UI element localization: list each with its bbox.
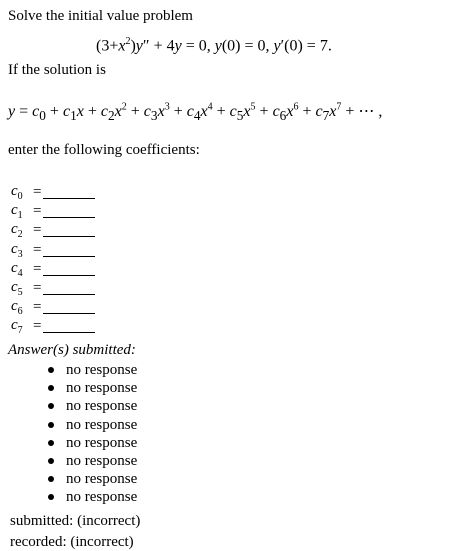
coefficient-inputs: [11, 183, 95, 337]
submitted-status: submitted: (incorrect): [10, 513, 141, 529]
recorded-status: recorded: (incorrect): [10, 534, 134, 550]
bullet-icon: [48, 458, 54, 464]
coefficient-label: $c_5$: [11, 279, 23, 299]
coefficient-c4-input[interactable]: [43, 275, 95, 276]
coefficient-row-c6: $c_6$ =: [11, 298, 95, 317]
problem-intro: Solve the initial value problem: [8, 8, 193, 24]
bullet-icon: [48, 367, 54, 373]
list-item: no response: [48, 397, 137, 415]
coefficient-c5-input[interactable]: [43, 294, 95, 295]
coefficient-row-c3: $c_3$ =: [11, 241, 95, 260]
coefficient-label: $c_7$: [11, 317, 23, 337]
response-list: [48, 361, 137, 507]
coefficient-row-c4: $c_4$ =: [11, 260, 95, 279]
coefficient-row-c5: $c_5$ =: [11, 279, 95, 298]
bullet-icon: [48, 476, 54, 482]
coefficient-c1-input[interactable]: [43, 217, 95, 218]
list-item: no response: [48, 361, 137, 379]
instructions: enter the following coefficients:: [8, 142, 200, 158]
list-item: no response: [48, 452, 137, 470]
bullet-icon: [48, 440, 54, 446]
list-item: no response: [48, 379, 137, 397]
coefficient-label: $c_4$: [11, 259, 23, 279]
coefficient-row-c2: $c_2$ =: [11, 221, 95, 240]
coefficient-c7-input[interactable]: [43, 332, 95, 333]
coefficient-row-c1: $c_1$ =: [11, 202, 95, 221]
coefficient-label: $c_3$: [11, 240, 23, 260]
coefficient-label: $c_1$: [11, 202, 23, 222]
list-item: no response: [48, 470, 137, 488]
answers-heading: Answer(s) submitted:: [8, 342, 136, 358]
coefficient-label: $c_0$: [11, 183, 23, 203]
coefficient-label: $c_6$: [11, 298, 23, 318]
bullet-icon: [48, 422, 54, 428]
coefficient-row-c7: $c_7$ =: [11, 317, 95, 336]
list-item: no response: [48, 434, 137, 452]
solution-intro: If the solution is: [8, 62, 106, 78]
coefficient-label: $c_2$: [11, 221, 23, 241]
bullet-icon: [48, 385, 54, 391]
coefficient-c3-input[interactable]: [43, 256, 95, 257]
power-series: $y = c_0 + c_1x + c_2x^2 + c_3x^3 + c_4x^4 + c_5x^5 + c_6x^6 + c_7x^7$ + ⋯ ,: [8, 101, 383, 124]
coefficient-c6-input[interactable]: [43, 313, 95, 314]
bullet-icon: [48, 403, 54, 409]
coefficient-c2-input[interactable]: [43, 236, 95, 237]
coefficient-row-c0: $c_0$ =: [11, 183, 95, 202]
bullet-icon: [48, 494, 54, 500]
list-item: no response: [48, 488, 137, 506]
differential-equation: $(3+x^2)y'' + 4y = 0$, y(0) = 0, y′(0) = 7.: [96, 36, 332, 55]
coefficient-c0-input[interactable]: [43, 198, 95, 199]
list-item: no response: [48, 416, 137, 434]
